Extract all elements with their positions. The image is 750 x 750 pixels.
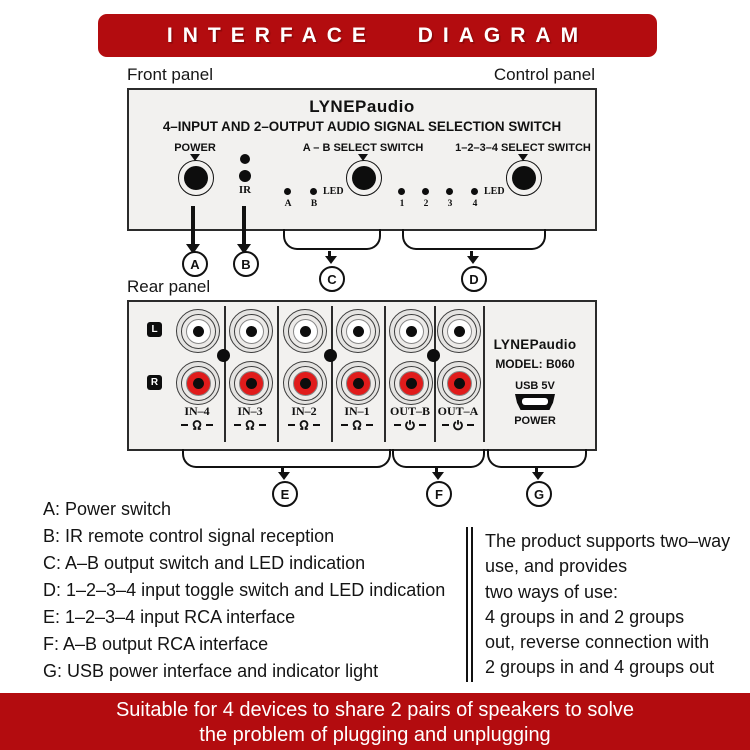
model-number: MODEL: B060 xyxy=(495,357,575,371)
rca-jack-red xyxy=(176,361,220,405)
ir-receiver-icon xyxy=(239,170,251,182)
arrow-down-icon xyxy=(278,472,290,480)
rca-column-label: IN–2 xyxy=(291,404,317,418)
legend-item: G: USB power interface and indicator light xyxy=(43,661,379,681)
control-panel-label: Control panel xyxy=(493,65,595,84)
power-label: POWER xyxy=(174,142,216,154)
note-line: 2 groups in and 4 groups out xyxy=(485,657,715,678)
callout-line-a xyxy=(191,206,195,244)
headphone-icon xyxy=(191,419,203,431)
rca-jack-red xyxy=(283,361,327,405)
callout-f: F xyxy=(426,481,452,507)
callout-g: G xyxy=(526,481,552,507)
rca-jack-white xyxy=(437,309,481,353)
rca-column-in-4 xyxy=(170,302,224,445)
rca-jack-white xyxy=(229,309,273,353)
legend-item: A: Power switch xyxy=(43,499,172,519)
callout-b: B xyxy=(233,251,259,277)
double-rule-divider xyxy=(466,527,473,682)
rca-jack-red xyxy=(229,361,273,405)
note-line: two ways of use: xyxy=(485,581,619,602)
legend-item: B: IR remote control signal reception xyxy=(43,526,335,546)
legend-item: F: A–B output RCA interface xyxy=(43,634,269,654)
ab-select-button-core xyxy=(352,166,376,190)
led-a-icon xyxy=(284,188,291,195)
rca-jack-red xyxy=(336,361,380,405)
usb-5v-label: USB 5V xyxy=(515,380,555,392)
rca-column-in-1 xyxy=(330,302,384,445)
rca-column-label: IN–4 xyxy=(184,404,210,418)
ir-led-icon xyxy=(240,154,250,164)
rca-column-label: OUT–B xyxy=(389,404,430,418)
power-icon xyxy=(452,419,464,431)
ir-label: IR xyxy=(238,184,252,196)
note-line: out, reverse connection with xyxy=(485,632,710,653)
bracket-f xyxy=(392,449,485,468)
ab-led-caption: LED xyxy=(323,186,344,197)
footer-line: the problem of plugging and unplugging xyxy=(199,723,551,746)
mini-usb-port-icon xyxy=(515,394,555,410)
callout-a: A xyxy=(182,251,208,277)
input-led-caption: LED xyxy=(484,186,505,197)
rca-column-label: IN–3 xyxy=(237,404,263,418)
input-select-button-core xyxy=(512,166,536,190)
led-a-label: A xyxy=(284,199,292,209)
arrow-down-icon xyxy=(325,256,337,264)
power-icon xyxy=(404,419,416,431)
rca-jack-white xyxy=(283,309,327,353)
led-4-icon xyxy=(471,188,478,195)
rca-column-label: IN–1 xyxy=(344,404,370,418)
power-button-drawing xyxy=(178,160,214,196)
arrow-down-icon xyxy=(432,472,444,480)
legend-list xyxy=(43,496,468,685)
usb-power-label: POWER xyxy=(514,415,556,427)
ab-select-button-drawing xyxy=(346,160,382,196)
led-1-icon xyxy=(398,188,405,195)
callout-c: C xyxy=(319,266,345,292)
right-channel-badge: R xyxy=(147,375,162,390)
callout-e: E xyxy=(272,481,298,507)
legend-item: E: 1–2–3–4 input RCA interface xyxy=(43,607,296,627)
led-3-icon xyxy=(446,188,453,195)
footer-banner xyxy=(0,693,750,750)
arrow-down-icon xyxy=(532,472,544,480)
banner-title: INTERFACE DIAGRAM xyxy=(166,23,589,47)
rca-jack-white xyxy=(389,309,433,353)
rca-column-in-3 xyxy=(223,302,277,445)
ab-select-label: A – B SELECT SWITCH xyxy=(302,142,424,154)
rca-jack-white xyxy=(176,309,220,353)
led-2-icon xyxy=(422,188,429,195)
footer-line: Suitable for 4 devices to share 2 pairs of speakers to solve xyxy=(115,699,635,721)
led-3-label: 3 xyxy=(447,199,453,209)
usage-notes xyxy=(485,529,747,681)
rca-jack-white xyxy=(336,309,380,353)
bracket-d xyxy=(402,229,546,250)
front-panel-label: Front panel xyxy=(127,65,213,84)
left-channel-badge: L xyxy=(147,322,162,337)
note-line: use, and provides xyxy=(485,556,628,577)
power-button-core xyxy=(184,166,208,190)
top-banner xyxy=(98,14,657,57)
brand-logo: LYNEPaudio xyxy=(309,97,415,116)
led-1-label: 1 xyxy=(399,199,405,209)
input-select-button-drawing xyxy=(506,160,542,196)
led-b-label: B xyxy=(310,199,318,209)
legend-item: C: A–B output switch and LED indication xyxy=(43,553,366,573)
rear-panel-drawing xyxy=(127,300,597,451)
rca-column-label: OUT–A xyxy=(437,404,479,418)
bracket-c xyxy=(283,229,381,250)
legend-item: D: 1–2–3–4 input toggle switch and LED indication xyxy=(43,580,446,600)
callout-line-b xyxy=(242,206,246,244)
headphone-icon xyxy=(244,419,256,431)
note-line: The product supports two–way xyxy=(485,531,731,551)
callout-d: D xyxy=(461,266,487,292)
headphone-icon xyxy=(351,419,363,431)
front-panel-drawing xyxy=(127,88,597,231)
brand-logo: LYNEPaudio xyxy=(493,337,577,352)
bracket-g xyxy=(487,449,587,468)
led-b-icon xyxy=(310,188,317,195)
headphone-icon xyxy=(298,419,310,431)
arrow-down-icon xyxy=(467,256,479,264)
rear-panel-label: Rear panel xyxy=(127,277,211,296)
note-line: 4 groups in and 2 groups xyxy=(485,606,685,627)
rca-column-in-2 xyxy=(277,302,331,445)
rca-jack-red xyxy=(437,361,481,405)
rca-jack-red xyxy=(389,361,433,405)
input-select-label: 1–2–3–4 SELECT SWITCH xyxy=(455,142,591,154)
led-4-label: 4 xyxy=(472,199,478,209)
front-panel-title: 4–INPUT AND 2–OUTPUT AUDIO SIGNAL SELECTION SWITCH xyxy=(162,119,562,134)
rca-column-out-b xyxy=(383,302,437,445)
led-2-label: 2 xyxy=(423,199,429,209)
rca-column-out-a xyxy=(431,302,485,445)
bracket-e xyxy=(182,449,391,468)
